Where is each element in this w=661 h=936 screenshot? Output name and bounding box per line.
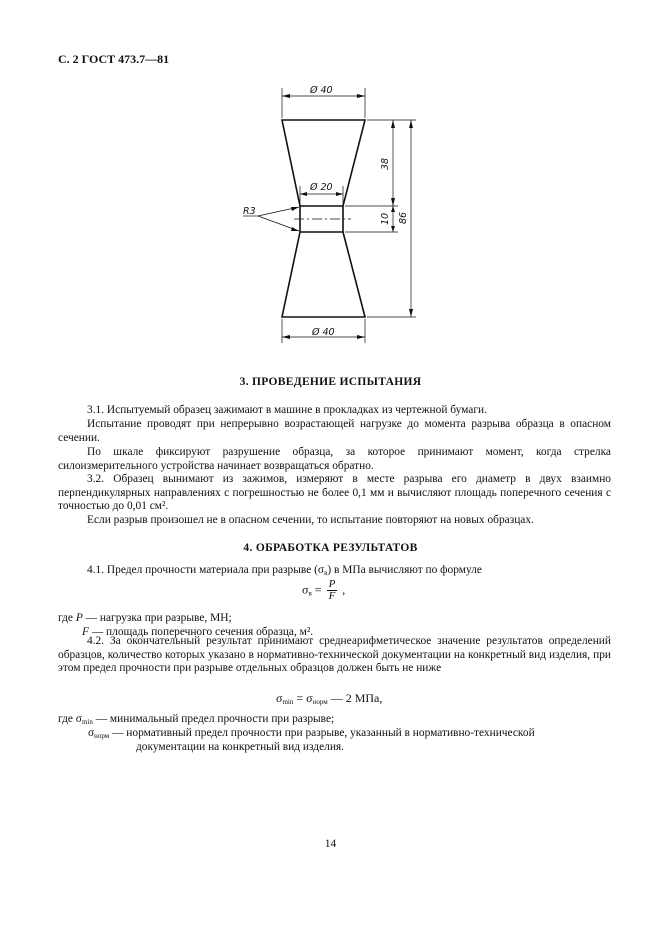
section-4-p2: 4.2. За окончательный результат принимают среднеарифметическое значение результатов определений образцов, количество которых указано в нормативно-технической документации на конкретный вид изделия, при этом предел прочности при разрыве отдельных образцов должен быть не ниже bbox=[58, 635, 611, 675]
formula-1-fraction: $\frac{P}{F}$ bbox=[328, 578, 336, 602]
section-3-p5: Если разрыв произошел не в опасном сечении, то испытание повторяют на новых образцах. bbox=[87, 514, 534, 526]
formula-2: $\sigma_{min} = \sigma_{норм}$ — 2 МПа, bbox=[276, 691, 383, 706]
dim-bottom-label: Ø 40 bbox=[312, 327, 335, 338]
dim-86-label: 86 bbox=[398, 211, 409, 224]
section-3-title: 3. ПРОВЕДЕНИЕ ИСПЫТАНИЯ bbox=[239, 376, 422, 388]
dim-10-label: 10 bbox=[380, 212, 391, 225]
where-f: F — площадь поперечного сечения образца, м². bbox=[82, 626, 314, 638]
where-p: где P — нагрузка при разрыве, МН; bbox=[58, 612, 232, 624]
page-header: С. 2 ГОСТ 473.7—81 bbox=[58, 52, 170, 66]
where-sigma-norm-cont: документации на конкретный вид изделия. bbox=[136, 741, 345, 753]
specimen-outline bbox=[282, 120, 365, 317]
specimen-drawing bbox=[0, 0, 661, 360]
where-sigma-min: где $\sigma_{min}$ — минимальный предел прочности при разрыве; bbox=[58, 713, 335, 726]
section-3-p3: По шкале фиксируют разрушение образца, за которое принимают момент, когда стрелка силоизмерительного устройства начинает возвращаться обратно. bbox=[58, 446, 611, 472]
radius-label: R3 bbox=[243, 206, 256, 217]
where-sigma-norm: $\sigma_{норм}$ — нормативный предел прочности при разрыве, указанный в нормативно-технической bbox=[88, 727, 535, 740]
section-4-title: 4. ОБРАБОТКА РЕЗУЛЬТАТОВ bbox=[243, 542, 418, 554]
dim-middle-label: Ø 20 bbox=[310, 182, 333, 193]
formula-1: $\sigma_в$ = $\frac{P}{F}$ , bbox=[302, 578, 346, 602]
dim-38-label: 38 bbox=[380, 157, 391, 170]
section-3-p4: 3.2. Образец вынимают из зажимов, измеряют в месте разрыва его диаметр в двух взаимно перпендикулярных направлениях с погрешностью не более 0,1 мм и вычисляют площадь поперечного сечения с точностью до 0,01 см². bbox=[58, 473, 611, 513]
dim-top-label: Ø 40 bbox=[310, 85, 333, 96]
section-3-p1: 3.1. Испытуемый образец зажимают в машине в прокладках из чертежной бумаги. bbox=[87, 404, 487, 416]
section-3-p2: Испытание проводят при непрерывно возрастающей нагрузке до момента разрыва образца в опасном сечении. bbox=[58, 418, 611, 444]
page-number: 14 bbox=[324, 838, 337, 850]
section-4-p1: 4.1. Предел прочности материала при разрыве $(\sigma_в)$ в МПа вычисляют по формуле bbox=[87, 564, 482, 577]
